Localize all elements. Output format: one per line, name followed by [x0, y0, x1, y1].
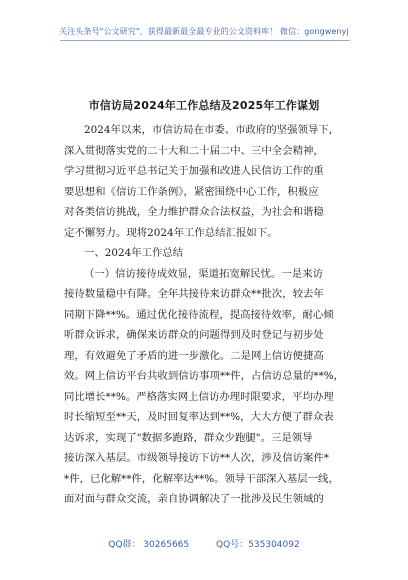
- paragraph-line: *件，已化解**件，化解率达**%。领导干部深入基层一线，: [64, 472, 339, 485]
- paragraph-line: 听群众诉求，确保来访群众的问题得到及时登记与初步处: [64, 329, 324, 341]
- document-body: [64, 120, 354, 510]
- footer-qq-group: QQ群： 30265665: [108, 540, 190, 550]
- paragraph-line: 面对面与群众交流，亲自协调解决了一批涉及民生领域的: [64, 493, 324, 505]
- paragraph-line: 要思想和《信访工作条例》，紧密围绕中心工作，积极应: [64, 185, 319, 198]
- paragraph-line: 时长缩短至**天，及时回复率达到**%，大大方便了群众表: [64, 411, 334, 423]
- paragraph-line: 深入贯彻落实党的二十大和二十届二中、三中全会精神，: [64, 144, 324, 157]
- footer-contacts: [0, 537, 408, 550]
- paragraph-line: 2024年以来，市信访局在市委、市政府的坚强领导下，: [84, 124, 340, 136]
- paragraph-line: 对各类信访挑战，全力维护群众合法权益，为社会和谐稳: [64, 206, 324, 218]
- paragraph-line: 同比增长**%。严格落实网上信访办理时限要求，平均办理: [64, 390, 334, 403]
- paragraph-line: 理，有效避免了矛盾的进一步激化。二是网上信访便捷高: [64, 349, 324, 362]
- paragraph-line: 定不懈努力。现将2024年工作总结汇报如下。: [64, 226, 278, 239]
- paragraph-line: 学习贯彻习近平总书记关于加强和改进人民信访工作的重: [64, 165, 324, 177]
- header-divider: [60, 40, 350, 41]
- document-title: 市信访局2024年工作总结及2025年工作谋划: [88, 99, 320, 112]
- section-heading: 一、2024年工作总结: [84, 247, 184, 259]
- paragraph-line: 效。网上信访平台共收到信访事项**件，占信访总量的**%，: [64, 370, 345, 382]
- paragraph-line: 达诉求，实现了"数据多跑路，群众少跑腿"。三是领导: [64, 431, 313, 444]
- paragraph-line: 同期下降**%。通过优化接待流程，提高接待效率，耐心倾: [64, 308, 334, 321]
- footer-qq-number: QQ号：535304092: [216, 540, 300, 550]
- subsection-heading: （一）信访接待成效显，渠道拓宽解民忧。一是来访: [84, 267, 323, 280]
- paragraph-line: 接访深入基层。市级领导接访下访**人次，涉及信访案件*: [64, 452, 329, 464]
- header-banner: 关注头条号"公文研究"，获得最新最全最专业的公文资料库！ 微信：gongwenyj: [59, 27, 349, 36]
- paragraph-line: 接待数量稳中有降。全年共接待来访群众**批次，较去年: [64, 288, 324, 300]
